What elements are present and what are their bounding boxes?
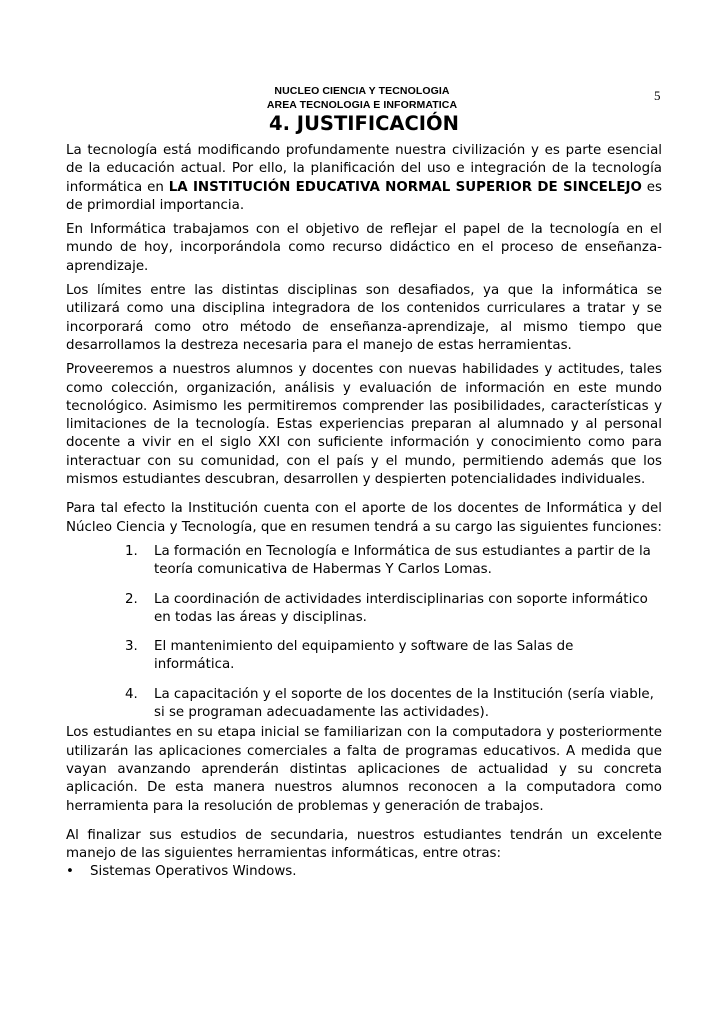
- page-number: 5: [654, 88, 661, 103]
- paragraph-7: Al finalizar sus estudios de secundaria, nuestros estudiantes tendrán un excelente manejo de las siguientes herramientas informáticas, entre otras:: [66, 827, 662, 862]
- institution-name: LA INSTITUCIÓN EDUCATIVA NORMAL SUPERIOR DE SINCELEJO: [168, 179, 642, 195]
- list-item-text: La coordinación de actividades interdisciplinarias con soporte informático en todas las áreas y disciplinas.: [154, 591, 648, 625]
- paragraph-2: En Informática trabajamos con el objetivo de reflejar el papel de la tecnología en el mundo de hoy, incorporándola como recurso didáctico en el proceso de enseñanza-aprendizaje.: [66, 222, 662, 274]
- header-line-1: NUCLEO CIENCIA Y TECNOLOGIA: [274, 85, 450, 97]
- paragraph-1-text-a: La tecnología está modificando profundamente nuestra civilización y es parte esencial de la educación actual. Por ello, la planificación del uso e integración de la tecnología informática en: [66, 143, 662, 195]
- tools-list-item-text: Sistemas Operativos Windows.: [90, 864, 297, 880]
- list-item: [125, 543, 662, 580]
- list-item-number: 1.: [125, 543, 138, 559]
- list-item-number: 4.: [125, 686, 138, 702]
- list-item-number: 2.: [125, 591, 138, 607]
- section-title: 4. JUSTIFICACIÓN: [269, 112, 459, 135]
- list-item-text: El mantenimiento del equipamiento y software de las Salas de informática.: [154, 639, 574, 673]
- functions-list: [66, 543, 662, 722]
- document-body: [66, 142, 662, 882]
- bullet-icon: •: [66, 864, 74, 880]
- paragraph-5: Para tal efecto la Institución cuenta con el aporte de los docentes de Informática y del Núcleo Ciencia y Tecnología, que en resumen tendrá a su cargo las siguientes funciones:: [66, 501, 662, 535]
- paragraph-6: Los estudiantes en su etapa inicial se familiarizan con la computadora y posteriormente utilizarán las aplicaciones comerciales a falta de programas educativos. A medida que vayan avanzando aprenderán distintas aplicaciones de actualidad y su concreta aplicación. De esta manera nuestros alumnos reconocen a la computadora como herramienta para la resolución de problemas y generación de trabajos.: [66, 725, 662, 814]
- list-item-number: 3.: [125, 639, 138, 655]
- tools-list-item: [66, 863, 662, 881]
- list-item: [125, 591, 662, 628]
- paragraph-4: Proveeremos a nuestros alumnos y docentes con nuevas habilidades y actitudes, tales como colección, organización, análisis y evaluación de información en este mundo tecnológico. Asimismo les permitiremos comprender las posibilidades, características y limitaciones de la tecnología. Estas experiencias preparan al alumnado y al personal docente a vivir en el siglo XXI con suficiente información y conocimiento como para interactuar con su comunidad, con el país y el mundo, permitiendo además que los mismos estudiantes descubran, desarrollen y despierten potencialidades individuales.: [66, 362, 662, 488]
- list-item: [125, 686, 662, 723]
- header-line-2: AREA TECNOLOGIA E INFORMATICA: [266, 99, 458, 111]
- paragraph-1-text-b: es de primordial importancia.: [66, 179, 662, 213]
- paragraph-1: [66, 142, 662, 215]
- list-item: [125, 638, 662, 675]
- list-item-text: La capacitación y el soporte de los docentes de la Institución (sería viable, si se programan adecuadamente las actividades).: [154, 686, 654, 721]
- list-item-text: La formación en Tecnología e Informática de sus estudiantes a partir de la teoría comunicativa de Habermas Y Carlos Lomas.: [154, 543, 651, 578]
- paragraph-3: Los límites entre las distintas disciplinas son desafiados, ya que la informática se utilizará como una disciplina integradora de los contenidos curriculares a tratar y se incorporará como otro método de enseñanza-aprendizaje, al mismo tiempo que desarrollamos la destreza necesaria para el manejo de estas herramientas.: [66, 283, 662, 353]
